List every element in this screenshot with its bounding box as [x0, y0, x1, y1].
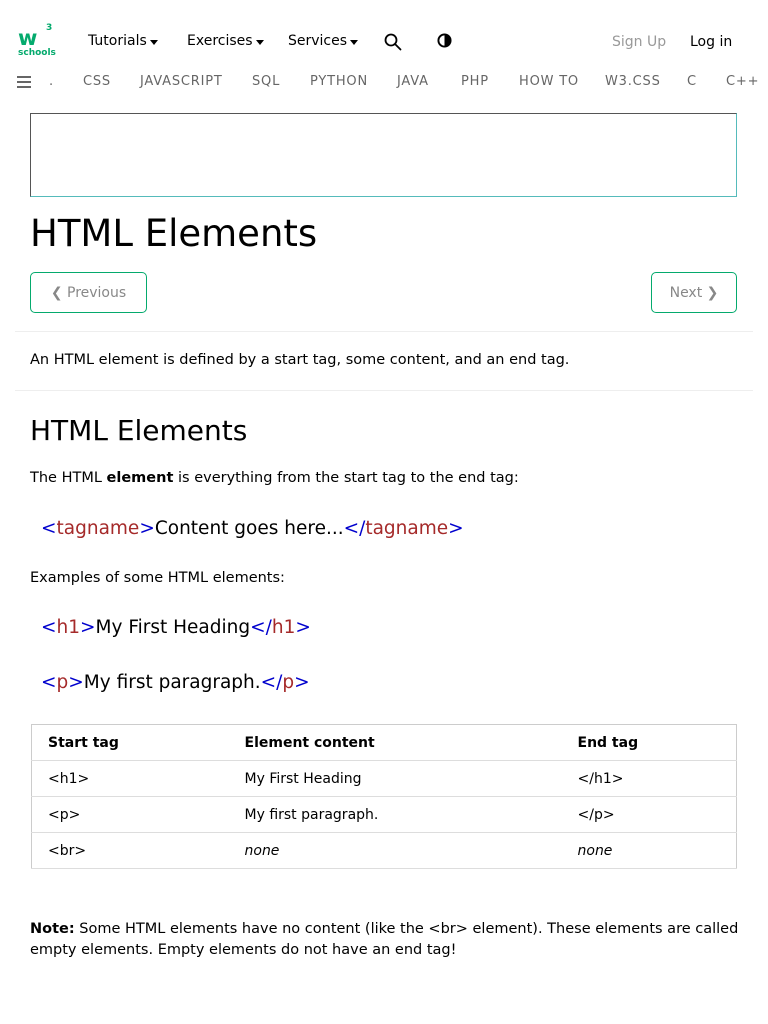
elements-table	[31, 724, 737, 869]
table-cell: <br>	[32, 833, 229, 869]
note-label: Note:	[30, 921, 75, 937]
table-cell: <p>	[32, 797, 229, 833]
table-cell: none	[229, 833, 562, 869]
menu-services-label: Services	[288, 33, 348, 49]
ad-placeholder	[30, 113, 737, 197]
next-button[interactable]	[651, 272, 737, 313]
previous-button-label: Previous	[67, 284, 127, 301]
code-example-p: <p>My first paragraph.</p>	[41, 672, 310, 693]
table-cell: none	[562, 833, 737, 869]
logo-sup: 3	[46, 23, 53, 33]
menu-icon[interactable]	[17, 76, 31, 88]
table-header: Start tag	[32, 725, 229, 761]
search-icon[interactable]	[384, 33, 402, 51]
chevron-left-icon: ❮	[50, 284, 63, 301]
subnav-item-howto[interactable]: HOW TO	[519, 74, 579, 89]
table-cell: <h1>	[32, 761, 229, 797]
table-cell: My first paragraph.	[229, 797, 562, 833]
caret-down-icon	[150, 40, 158, 45]
menu-tutorials-label: Tutorials	[88, 33, 147, 49]
definition-text: The HTML element is everything from the start tag to the end tag:	[30, 470, 519, 486]
table-cell: </p>	[562, 797, 737, 833]
subnav-item-python[interactable]: PYTHON	[310, 74, 368, 89]
menu-exercises[interactable]	[187, 33, 264, 49]
subnav-item-sql[interactable]: SQL	[252, 74, 281, 89]
signup-link[interactable]: Sign Up	[612, 34, 667, 50]
subnav-item-cpp[interactable]: C++	[726, 74, 760, 89]
divider	[15, 331, 753, 332]
subnav-item-css[interactable]: CSS	[83, 74, 111, 89]
next-button-label: Next	[669, 284, 703, 301]
table-header: Element content	[229, 725, 562, 761]
section-title: HTML Elements	[30, 414, 248, 447]
subnav-item-c[interactable]: C	[687, 74, 697, 89]
subnav-item-w3css[interactable]: W3.CSS	[605, 74, 661, 89]
previous-button[interactable]	[30, 272, 147, 313]
subject-nav	[0, 66, 768, 98]
caret-down-icon	[256, 40, 264, 45]
intro-text: An HTML element is defined by a start tag, some content, and an end tag.	[30, 352, 570, 368]
table-cell: My First Heading	[229, 761, 562, 797]
table-header-row	[32, 725, 737, 761]
caret-down-icon	[350, 40, 358, 45]
table-row	[32, 761, 737, 797]
table-row	[32, 833, 737, 869]
table-header: End tag	[562, 725, 737, 761]
code-example-h1: <h1>My First Heading</h1>	[41, 617, 311, 638]
login-link[interactable]: Log in	[690, 34, 733, 50]
chevron-right-icon: ❯	[706, 284, 719, 301]
divider	[15, 390, 753, 391]
subnav-item-java[interactable]: JAVA	[397, 74, 429, 89]
logo-word: schools	[18, 48, 56, 58]
subnav-item-javascript[interactable]: JAVASCRIPT	[140, 74, 223, 89]
note-body: Some HTML elements have no content (like the <br> element). These elements are called empty elements. Empty elements do not have an end tag!	[30, 921, 739, 958]
examples-label: Examples of some HTML elements:	[30, 570, 285, 586]
subnav-item-php[interactable]: PHP	[461, 74, 489, 89]
contrast-toggle-icon[interactable]	[437, 33, 452, 48]
menu-exercises-label: Exercises	[187, 33, 253, 49]
subnav-item-dot[interactable]: .	[49, 74, 54, 89]
top-bar	[0, 0, 768, 66]
menu-tutorials[interactable]	[88, 33, 158, 49]
logo-mark: w	[18, 26, 37, 50]
table-cell: </h1>	[562, 761, 737, 797]
page-title: HTML Elements	[30, 212, 318, 255]
note-text	[30, 919, 740, 961]
menu-services[interactable]	[288, 33, 358, 49]
w3schools-logo[interactable]	[16, 24, 58, 62]
code-example-tagname: <tagname>Content goes here...</tagname>	[41, 518, 464, 539]
table-row	[32, 797, 737, 833]
